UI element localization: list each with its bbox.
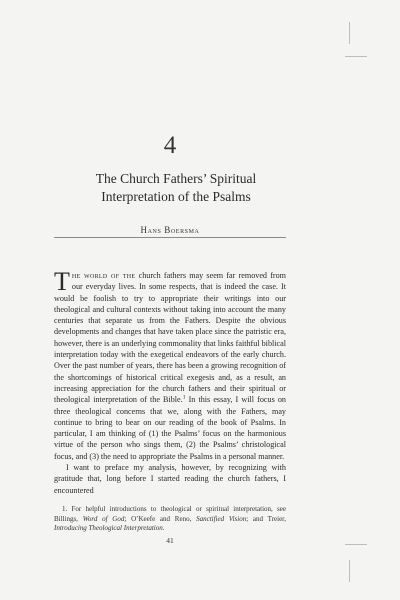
crop-mark [345, 56, 367, 57]
footnote-title: Word of God [82, 514, 125, 523]
paragraph-2 [54, 462, 286, 496]
footnote [54, 505, 286, 534]
drop-cap: T [54, 267, 70, 296]
chapter-author: Hans Boersma [140, 225, 200, 235]
footnote-title: Introducing Theological Interpretation [54, 524, 163, 532]
footnote-text: 1. For helpful introductions to theological or spiritual interpretation, see Billings, [54, 505, 286, 523]
crop-mark [349, 560, 350, 582]
paragraph-1-text: church fathers may seem far removed from our everyday lives. In some respects, that is indeed the case. It would be foolish to try to appropriate their writings into our theological and cultural contexts without taking into account the many centuries that separate us from the Fathers. Despite the obvious developments and changes that have taken place since the patristic era, however, there is an underlying commonality that links faithful biblical interpretation today with the exegetical endeavors of the early church. Over the past number of years, there has been a growing recognition of the shortcomings of historical critical exegesis and, as a result, an increasing appreciation for the church fathers and their spiritual or theological interpretation of the Bible. [54, 271, 287, 405]
paragraph-1 [54, 267, 287, 462]
crop-mark [345, 544, 367, 545]
crop-mark [349, 22, 350, 44]
chapter-title: The Church Fathers’ Spiritual Interpretation of the Psalms [95, 171, 257, 204]
page-number: 41 [166, 536, 174, 545]
footnote-title: Sanctified Vision [196, 514, 247, 523]
footnote-text: ; and Treier, [246, 514, 286, 523]
title-rule [54, 237, 286, 238]
footnote-text: ; O’Keefe and Reno, [124, 514, 197, 523]
body-text [54, 267, 287, 496]
chapter-number: 4 [163, 132, 177, 159]
paragraph-1-text-continued: In this essay, I will focus on three theological concerns that we, along with the Fathers, may continue to bring to bear on our reading of the book of Psalms. In particular, I am thinking of (1) the Psalms’ focus on the harmonious virtue of the person who sings them, (2) the Psalms’ christological focus, and (3) the need to appropriate the Psalms in a personal manner. [54, 395, 286, 461]
lead-in: he world of the [71, 271, 136, 280]
footnote-text: . [162, 524, 165, 532]
footnote-marker[interactable]: 1 [182, 394, 186, 401]
paragraph-2-text: I want to preface my analysis, however, by recognizing with gratitude that, long before I started reading the church fathers, I encountered [54, 463, 286, 495]
